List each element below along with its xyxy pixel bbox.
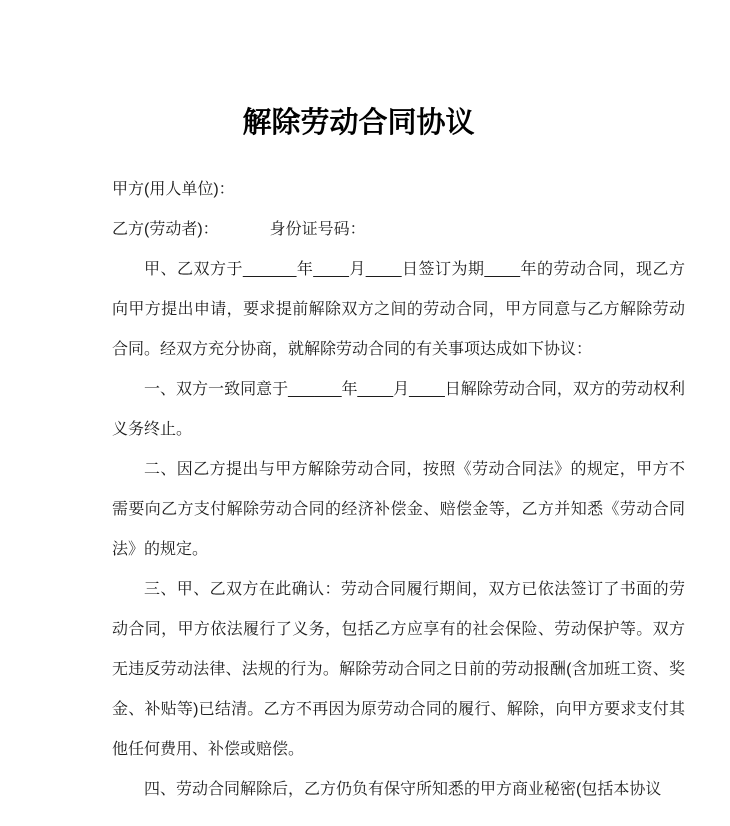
party-a-label: 甲方(用人单位)： [112, 181, 235, 198]
contract-body [112, 170, 685, 810]
id-number-label: 身份证号码： [269, 221, 366, 238]
opening-paragraph: 甲、乙双方于______年____月____日签订为期____年的劳动合同，现乙方向甲方提出申请，要求提前解除双方之间的劳动合同，甲方同意与乙方解除劳动合同。经双方充分协商，就解除劳动合同的有关事项达成如下协议： [112, 261, 685, 358]
clause-three: 三、甲、乙双方在此确认：劳动合同履行期间，双方已依法签订了书面的劳动合同，甲方依法履行了义务，包括乙方应享有的社会保险、劳动保护等。双方无违反劳动法律、法规的行为。解除劳动合同之日前的劳动报酬(含加班工资、奖金、补贴等)已结清。乙方不再因为原劳动合同的履行、解除，向甲方要求支付其他任何费用、补偿或赔偿。 [112, 581, 685, 758]
party-b-line [112, 210, 685, 250]
clause-one: 一、双方一致同意于______年____月____日解除劳动合同，双方的劳动权利义务终止。 [112, 381, 685, 438]
party-b-label: 乙方(劳动者)： [112, 221, 219, 238]
clause-four-partial: 四、劳动合同解除后，乙方仍负有保守所知悉的甲方商业秘密(包括本协议 [144, 781, 662, 798]
party-a-line [112, 170, 685, 210]
clause-two: 二、因乙方提出与甲方解除劳动合同，按照《劳动合同法》的规定，甲方不需要向乙方支付解除劳动合同的经济补偿金、赔偿金等，乙方并知悉《劳动合同法》的规定。 [112, 461, 685, 558]
contract-title: 解除劳动合同协议 [242, 107, 475, 139]
